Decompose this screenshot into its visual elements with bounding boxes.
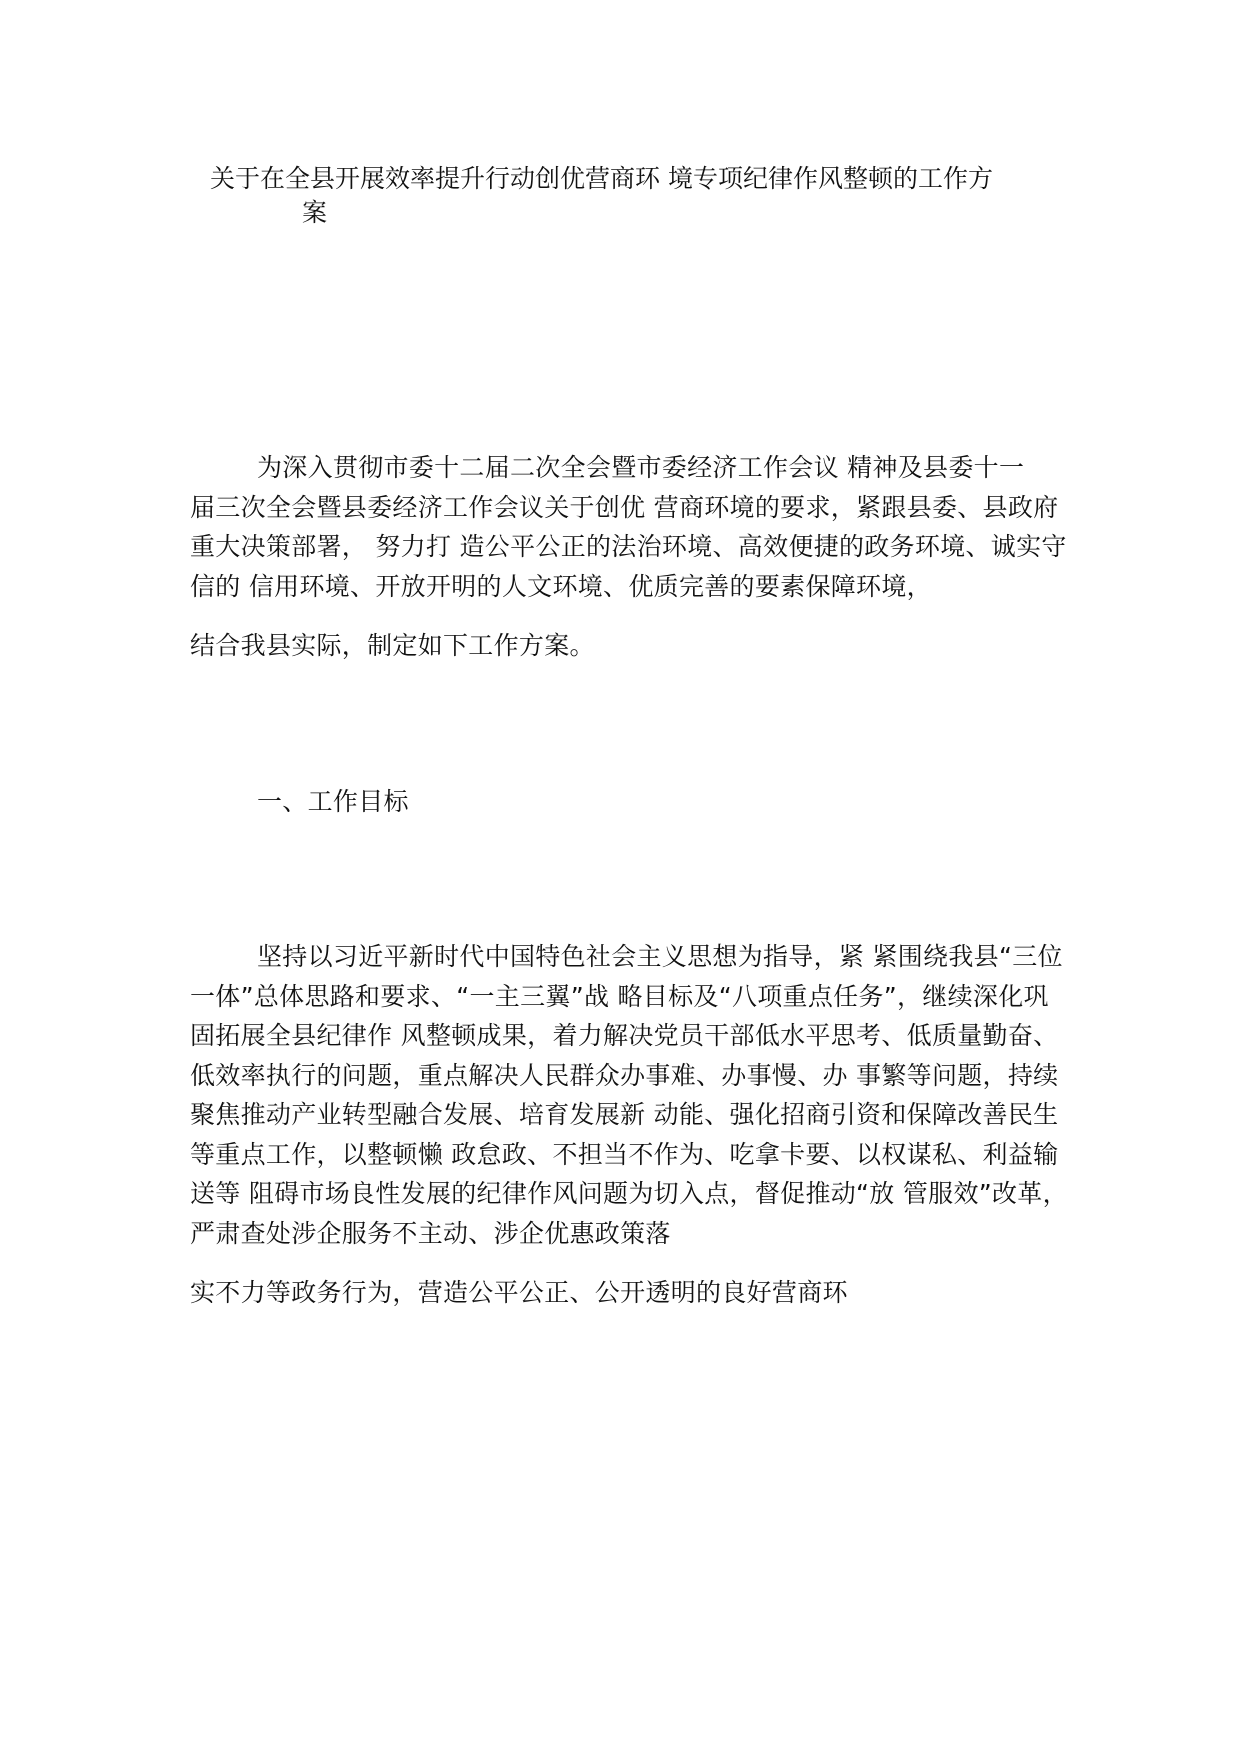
intro-line-2: 届三次全会暨县委经济工作会议关于创优 营商环境的要求，紧跟县委、县政府 [190,493,1059,522]
document-title [210,162,1030,230]
body-line-5: 聚焦推动产业转型融合发展、培育发展新 动能、强化招商引资和保障改善民生 [190,1100,1059,1129]
intro-line-3: 重大决策部署， 努力打 造公平公正的法治环境、高效便捷的政务环境、诚实守 [190,532,1067,561]
intro-line-4: 信的 信用环境、开放开明的人文环境、优质完善的要素保障环境， [190,572,932,601]
body-line-6: 等重点工作，以整顿懒 政怠政、不担当不作为、吃拿卡要、以权谋私、利益输 [190,1140,1059,1169]
intro-tail-line: 结合我县实际，制定如下工作方案。 [190,631,595,660]
title-line-1: 关于在全县开展效率提升行动创优营商环 境专项纪律作风整顿的工作方 [210,164,993,193]
body-line-1: 坚持以习近平新时代中国特色社会主义思想为指导，紧 紧围绕我县“三位 [257,942,1063,971]
body-line-3: 固拓展全县纪律作 风整顿成果，着力解决党员干部低水平思考、低质量勤奋、 [190,1021,1059,1050]
body-line-8: 严肃查处涉企服务不主动、涉企优惠政策落 [190,1219,671,1248]
body-line-7: 送等 阻碍市场良性发展的纪律作风问题为切入点，督促推动“放 管服效”改革， [190,1179,1068,1208]
body-tail-line: 实不力等政务行为，营造公平公正、公开透明的良好营商环 [190,1278,848,1307]
title-line-2: 案 [302,198,328,227]
body-line-2: 一体”总体思路和要求、“一主三翼”战 略目标及“八项重点任务”，继续深化巩 [190,982,1049,1011]
body-line-4: 低效率执行的问题，重点解决人民群众办事难、办事慢、办 事繁等问题，持续 [190,1061,1059,1090]
intro-line-1: 为深入贯彻市委十二届二次全会暨市委经济工作会议 精神及县委十一 [257,453,1025,482]
section-heading: 一、工作目标 [257,787,409,816]
